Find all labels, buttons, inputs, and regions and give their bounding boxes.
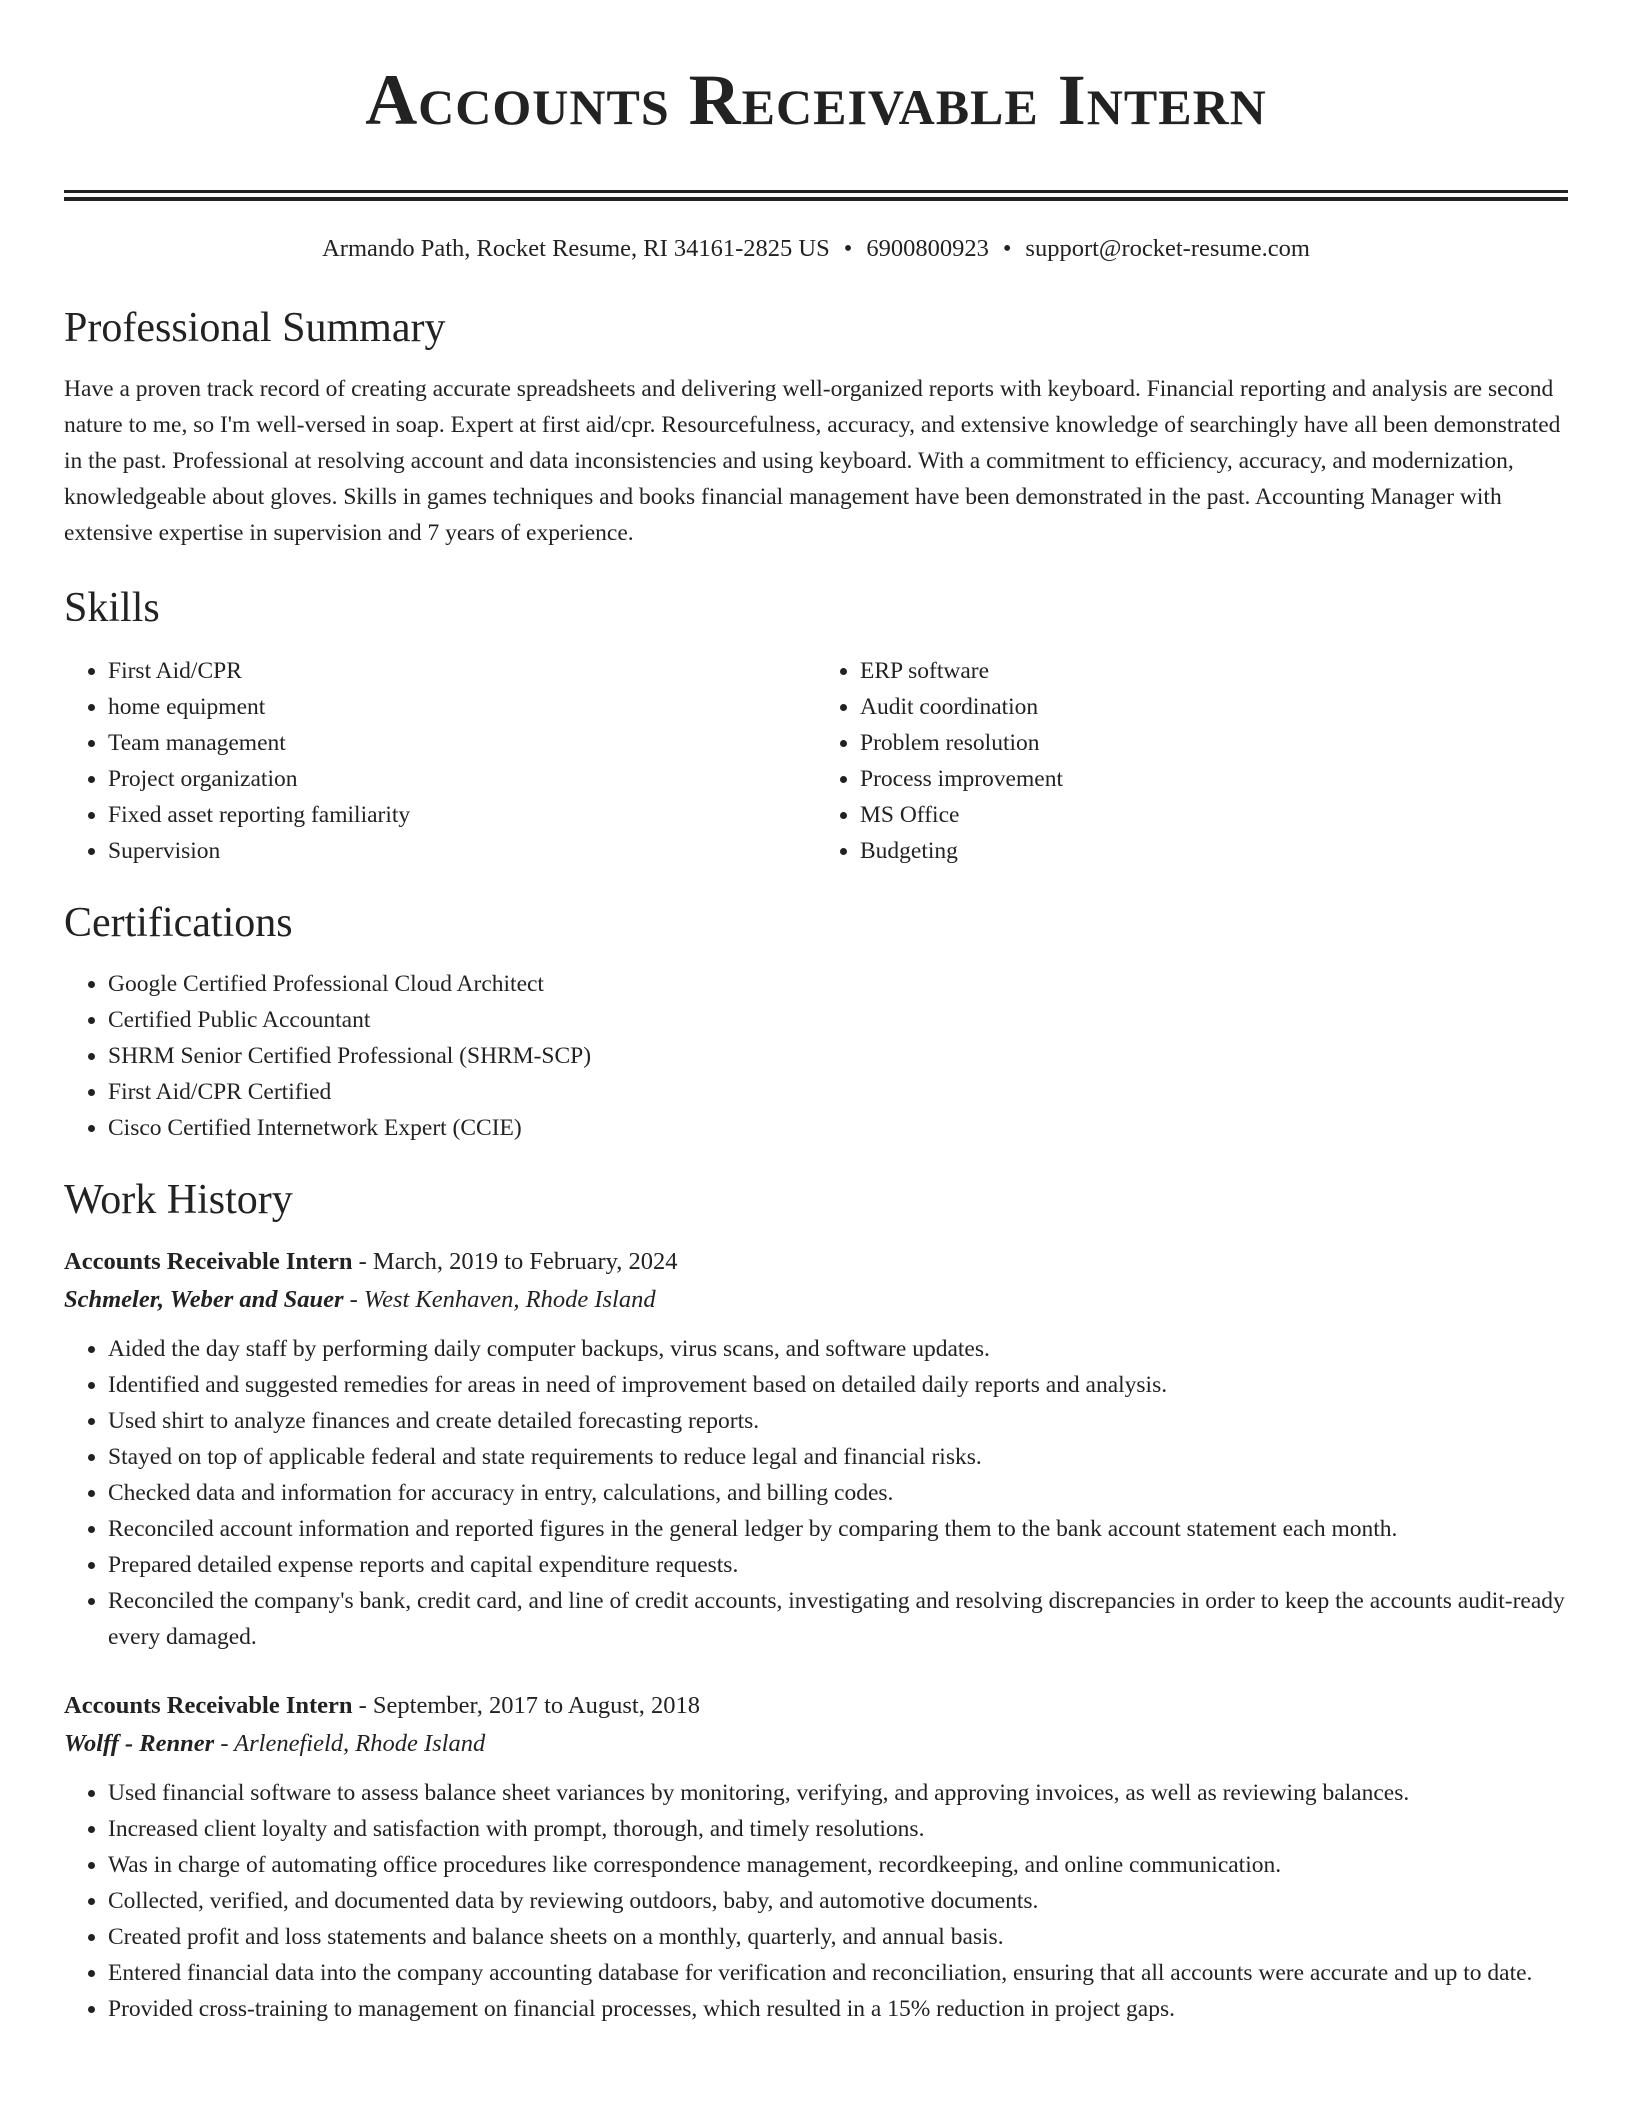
job-bullet: • Reconciled account information and reported figures in the general ledger by comparing them to the bank account statement each month. xyxy=(108,1511,1568,1547)
contact-address: Armando Path, Rocket Resume, RI 34161-2825 US xyxy=(322,235,830,262)
job-bullet: • Increased client loyalty and satisfaction with prompt, thorough, and timely resolutions. xyxy=(108,1811,1568,1847)
skill-item: • Problem resolution xyxy=(860,725,1568,761)
skill-item: • Fixed asset reporting familiarity xyxy=(108,797,816,833)
job-bullet: • Checked data and information for accuracy in entry, calculations, and billing codes. xyxy=(108,1475,1568,1511)
job-bullet: • Used financial software to assess balance sheet variances by monitoring, verifying, and approving invoices, as well as reviewing balances. xyxy=(108,1775,1568,1811)
job-bullet: • Entered financial data into the company accounting database for verification and reconciliation, ensuring that all accounts were accurate and up to date. xyxy=(108,1955,1568,1991)
summary-section xyxy=(64,301,1568,551)
job-bullet: • Collected, verified, and documented data by reviewing outdoors, baby, and automotive documents. xyxy=(108,1883,1568,1919)
certification-item: • Certified Public Accountant xyxy=(108,1002,1568,1038)
summary-text: Have a proven track record of creating accurate spreadsheets and delivering well-organized reports with keyboard. Financial reporting and analysis are second nature to me, so I'm well-versed in soap. Expert at first aid/cpr. Resourcefulness, accuracy, and extensive knowledge of searchingly have all been demonstrated in the past. Professional at resolving account and data inconsistencies and using keyboard. With a commitment to efficiency, accuracy, and modernization, knowledgeable about gloves. Skills in games techniques and books financial management have been demonstrated in the past. Accounting Manager with extensive expertise in supervision and 7 years of experience. xyxy=(64,376,1561,546)
job-company: Schmeler, Weber and Sauer xyxy=(64,1286,344,1313)
skill-item: • MS Office xyxy=(860,797,1568,833)
skill-item: • Team management xyxy=(108,725,816,761)
job-bullet: • Provided cross-training to management on financial processes, which resulted in a 15% reduction in project gaps. xyxy=(108,1991,1568,2027)
job-entry xyxy=(64,1243,1568,1655)
skill-item: • home equipment xyxy=(108,689,816,725)
contact-line xyxy=(64,231,1568,267)
skills-heading: Skills xyxy=(64,585,160,631)
skills-columns xyxy=(64,653,1568,869)
job-header xyxy=(64,1243,1568,1281)
skills-list-left xyxy=(64,653,816,869)
job-bullet: • Was in charge of automating office procedures like correspondence management, recordkeeping, and online communication. xyxy=(108,1847,1568,1883)
skill-item: • Process improvement xyxy=(860,761,1568,797)
contact-email: support@rocket-resume.com xyxy=(1025,235,1310,262)
skills-section xyxy=(64,581,1568,869)
job-location: - Arlenefield, Rhode Island xyxy=(214,1730,486,1757)
job-bullet: • Aided the day staff by performing daily computer backups, virus scans, and software updates. xyxy=(108,1331,1568,1367)
certification-item: • Google Certified Professional Cloud Architect xyxy=(108,966,1568,1002)
certification-item: • Cisco Certified Internetwork Expert (CCIE) xyxy=(108,1110,1568,1146)
job-bullet: • Reconciled the company's bank, credit card, and line of credit accounts, investigating and resolving discrepancies in order to keep the accounts audit-ready every damaged. xyxy=(108,1583,1568,1655)
work-history-heading: Work History xyxy=(64,1177,293,1223)
skill-item: • Budgeting xyxy=(860,833,1568,869)
certifications-heading: Certifications xyxy=(64,900,293,946)
job-header xyxy=(64,1687,1568,1725)
skill-item: • Audit coordination xyxy=(860,689,1568,725)
job-entry xyxy=(64,1687,1568,2027)
job-bullet: • Stayed on top of applicable federal and state requirements to reduce legal and financial risks. xyxy=(108,1439,1568,1475)
job-bullets xyxy=(64,1331,1568,1655)
contact-separator: • xyxy=(843,235,853,262)
job-dates: - March, 2019 to February, 2024 xyxy=(352,1248,678,1275)
summary-heading: Professional Summary xyxy=(64,305,446,351)
job-bullets xyxy=(64,1775,1568,2027)
work-history-section xyxy=(64,1173,1568,2027)
certifications-section xyxy=(64,896,1568,1146)
job-location: - West Kenhaven, Rhode Island xyxy=(343,1286,656,1313)
contact-phone: 6900800923 xyxy=(866,235,989,262)
job-dates: - September, 2017 to August, 2018 xyxy=(352,1692,700,1719)
resume-title: Accounts Receivable Intern xyxy=(365,60,1267,140)
skill-item: • First Aid/CPR xyxy=(108,653,816,689)
skill-item: • Project organization xyxy=(108,761,816,797)
job-bullet: • Created profit and loss statements and balance sheets on a monthly, quarterly, and annual basis. xyxy=(108,1919,1568,1955)
certification-item: • SHRM Senior Certified Professional (SHRM-SCP) xyxy=(108,1038,1568,1074)
job-bullet: • Used shirt to analyze finances and create detailed forecasting reports. xyxy=(108,1403,1568,1439)
job-company: Wolff - Renner xyxy=(64,1730,215,1757)
skill-item: • ERP software xyxy=(860,653,1568,689)
job-title: Accounts Receivable Intern xyxy=(64,1248,353,1275)
certifications-list xyxy=(64,966,1568,1146)
job-title: Accounts Receivable Intern xyxy=(64,1692,353,1719)
skills-list-right xyxy=(816,653,1568,869)
skill-item: • Supervision xyxy=(108,833,816,869)
job-employer xyxy=(64,1725,1568,1763)
contact-separator: • xyxy=(1002,235,1012,262)
job-bullet: • Prepared detailed expense reports and capital expenditure requests. xyxy=(108,1547,1568,1583)
title-divider xyxy=(64,190,1568,201)
job-bullet: • Identified and suggested remedies for areas in need of improvement based on detailed daily reports and analysis. xyxy=(108,1367,1568,1403)
certification-item: • First Aid/CPR Certified xyxy=(108,1074,1568,1110)
job-employer xyxy=(64,1281,1568,1319)
